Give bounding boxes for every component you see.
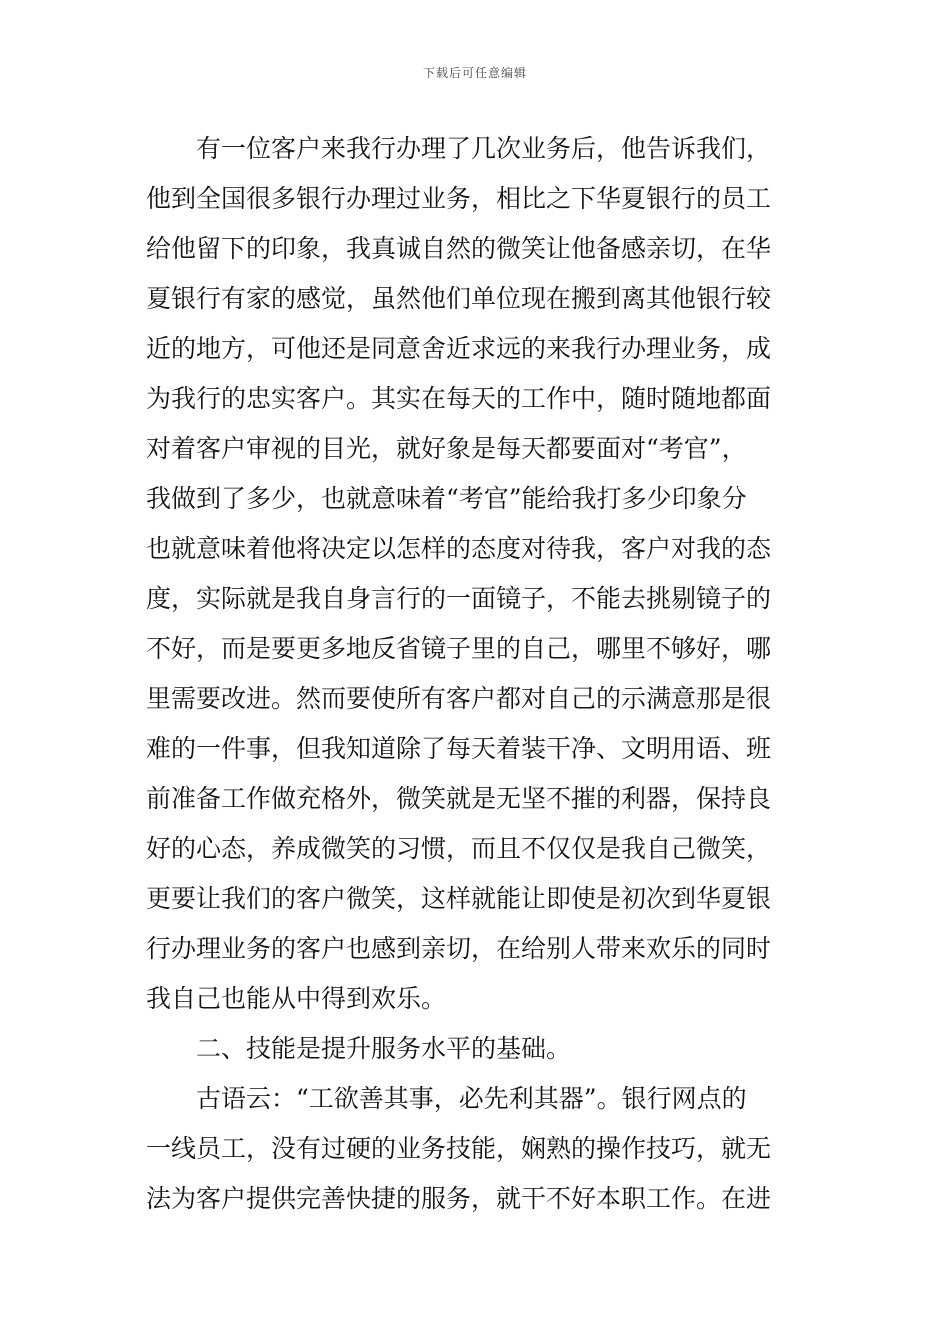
text-line-16: 更要让我们的客户微笑，这样就能让即使是初次到华夏银: [146, 884, 772, 913]
document-body: [146, 124, 810, 1224]
text-line-17: 行办理业务的客户也感到亲切，在给别人带来欢乐的同时: [146, 934, 772, 963]
text-line-12: 里需要改进。然而要使所有客户都对自己的示满意那是很: [146, 684, 772, 713]
text-line-5: 近的地方，可他还是同意舍近求远的来我行办理业务，成: [146, 334, 772, 363]
text-line-9: 也就意味着他将决定以怎样的态度对待我，客户对我的态: [146, 534, 772, 563]
text-line-2: 他到全国很多银行办理过业务，相比之下华夏银行的员工: [146, 184, 772, 213]
text-line-7: 对着客户审视的目光，就好象是每天都要面对“考官”，: [146, 434, 747, 463]
text-line-15: 好的心态，养成微笑的习惯，而且不仅仅是我自己微笑，: [146, 834, 772, 863]
text-line-21: 一线员工，没有过硬的业务技能，娴熟的操作技巧，就无: [146, 1134, 772, 1163]
text-line-20: 古语云：“工欲善其事，必先利其器”。银行网点的: [196, 1084, 747, 1113]
text-line-14: 前准备工作做充格外，微笑就是无坚不摧的利器，保持良: [146, 784, 772, 813]
text-line-1: 有一位客户来我行办理了几次业务后，他告诉我们，: [196, 134, 772, 163]
section-heading: 二、技能是提升服务水平的基础。: [196, 1034, 572, 1063]
text-line-6: 为我行的忠实客户。其实在每天的工作中，随时随地都面: [146, 384, 772, 413]
text-line-3: 给他留下的印象，我真诚自然的微笑让他备感亲切，在华: [146, 234, 772, 263]
text-line-11: 不好，而是要更多地反省镜子里的自己，哪里不够好，哪: [146, 634, 772, 663]
text-line-18: 我自己也能从中得到欢乐。: [146, 984, 447, 1013]
text-line-13: 难的一件事，但我知道除了每天着装干净、文明用语、班: [146, 734, 772, 763]
text-line-4: 夏银行有家的感觉，虽然他们单位现在搬到离其他银行较: [146, 284, 772, 313]
text-line-10: 度，实际就是我自身言行的一面镜子，不能去挑剔镜子的: [146, 584, 772, 613]
page-header: 下载后可任意编辑: [422, 66, 527, 80]
text-line-22: 法为客户提供完善快捷的服务，就干不好本职工作。在进: [146, 1184, 772, 1213]
text-line-8: 我做到了多少，也就意味着“考官”能给我打多少印象分: [146, 484, 747, 513]
